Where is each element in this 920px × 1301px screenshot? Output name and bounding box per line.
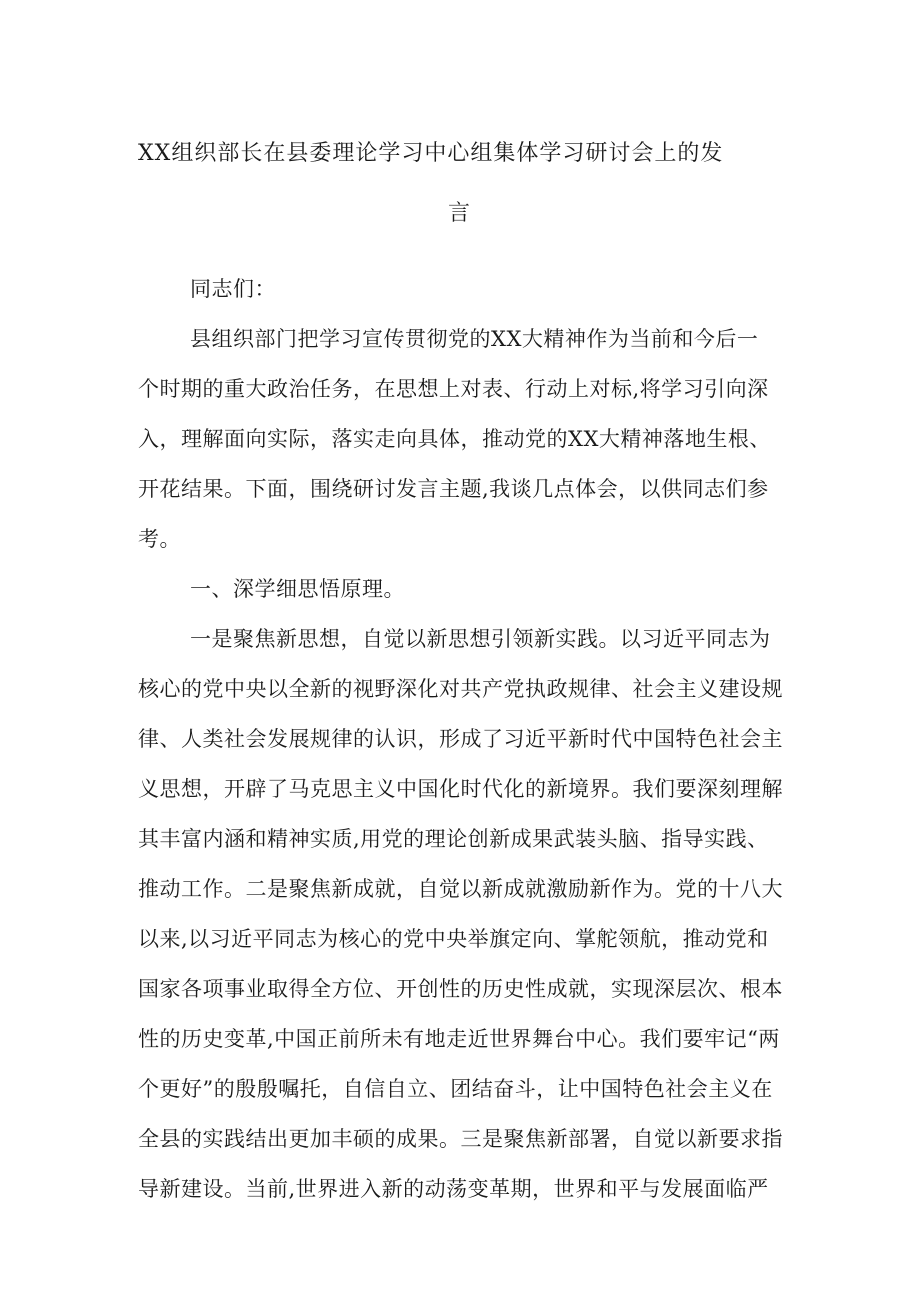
paragraph-line: 其丰富内涵和精神实质,用党的理论创新成果武装头脑、指导实践、 (138, 827, 769, 851)
salutation: 同志们： (190, 277, 276, 301)
section-heading: 一、深学细思悟原理。 (190, 577, 405, 601)
paragraph-line: 以来,以习近平同志为核心的党中央举旗定向、掌舵领航，推动党和 (138, 927, 769, 951)
paragraph-line: 导新建设。当前,世界进入新的动荡变革期，世界和平与发展面临严 (138, 1177, 769, 1201)
paragraph-line: 全县的实践结出更加丰硕的成果。三是聚焦新部署，自觉以新要求指 (138, 1127, 783, 1151)
document-title-line-1: XX组织部长在县委理论学习中心组集体学习研讨会上的发 (138, 141, 724, 166)
paragraph-line: 个时期的重大政治任务，在思想上对表、行动上对标,将学习引向深 (138, 377, 769, 401)
paragraph-line: 义思想，开辟了马克思主义中国化时代化的新境界。我们要深刻理解 (138, 777, 783, 801)
paragraph-line: 推动工作。二是聚焦新成就，自觉以新成就激励新作为。党的十八大 (138, 877, 783, 901)
paragraph-line: 核心的党中央以全新的视野深化对共产党执政规律、社会主义建设规 (138, 677, 783, 701)
paragraph-line: 开花结果。下面，围绕研讨发言主题,我谈几点体会，以供同志们参 (138, 477, 769, 501)
paragraph-line: 入，理解面向实际，落实走向具体，推动党的XX大精神落地生根、 (138, 427, 771, 451)
paragraph-line: 律、人类社会发展规律的认识，形成了习近平新时代中国特色社会主 (138, 727, 783, 751)
paragraph-line: 考。 (138, 527, 181, 551)
paragraph-line: 一是聚焦新思想，自觉以新思想引领新实践。以习近平同志为 (190, 627, 771, 651)
paragraph-line: 县组织部门把学习宣传贯彻党的XX大精神作为当前和今后一 (190, 327, 759, 351)
paragraph-line: 性的历史变革,中国正前所未有地走近世界舞台中心。我们要牢记“两 (138, 1027, 780, 1051)
document-title-line-2: 言 (448, 201, 472, 226)
paragraph-line: 国家各项事业取得全方位、开创性的历史性成就，实现深层次、根本 (138, 977, 783, 1001)
paragraph-line: 个更好”的殷殷嘱托，自信自立、团结奋斗，让中国特色社会主义在 (138, 1077, 773, 1101)
